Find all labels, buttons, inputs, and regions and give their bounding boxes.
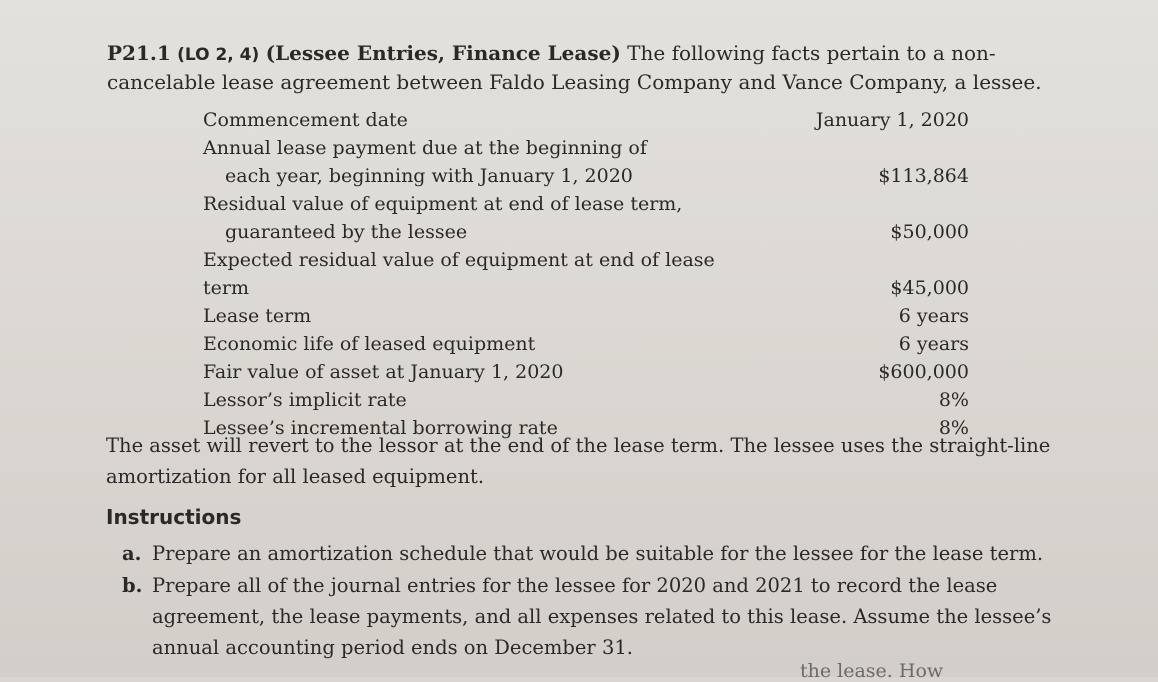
instruction-letter: b. <box>122 574 143 597</box>
instruction-letter: a. <box>122 542 142 565</box>
fact-label: Economic life of leased equipment <box>203 333 536 355</box>
fact-value: 6 years <box>898 305 969 327</box>
fact-row <box>203 246 973 302</box>
fact-value: 8% <box>938 417 969 439</box>
instruction-text: Prepare an amortization schedule that would be suitable for the lessee for the lease term. <box>152 542 1044 565</box>
fact-value: $45,000 <box>890 277 969 299</box>
cut-off-text: the lease. How <box>800 660 944 682</box>
fact-value: $600,000 <box>878 361 969 383</box>
fact-value: 6 years <box>898 333 969 355</box>
fact-label: Lease term <box>203 305 312 327</box>
learning-objective: (LO 2, 4) <box>177 45 260 65</box>
fact-label-continued: guaranteed by the lessee <box>225 221 468 243</box>
fact-label: Expected residual value of equipment at end of lease term <box>203 249 715 299</box>
problem-title: (Lessee Entries, Finance Lease) <box>265 41 621 65</box>
fact-label: Annual lease payment due at the beginning of <box>203 137 647 159</box>
fact-row <box>203 134 973 190</box>
problem-number: P21.1 <box>107 41 171 65</box>
instruction-item-a <box>122 538 1082 569</box>
instruction-item-b <box>122 570 1082 663</box>
fact-row <box>203 330 973 358</box>
narrative-paragraph: The asset will revert to the lessor at the end of the lease term. The lessee uses the straight-line amortization for all leased equipment. <box>106 434 1051 488</box>
fact-value: January 1, 2020 <box>815 109 969 131</box>
instructions-heading: Instructions <box>106 505 242 529</box>
instruction-text: Prepare all of the journal entries for the lessee for 2020 and 2021 to record the lease agreement, the lease payments, and all expenses related to this lease. Assume the lessee’s annual accounting period ends on December 31. <box>152 574 1052 659</box>
fact-row <box>203 358 973 386</box>
fact-row <box>203 106 973 134</box>
fact-row <box>203 190 973 246</box>
fact-row <box>203 386 973 414</box>
fact-label: Residual value of equipment at end of lease term, <box>203 193 683 215</box>
fact-row <box>203 302 973 330</box>
fact-label: Commencement date <box>203 109 408 131</box>
fact-value: $113,864 <box>878 165 969 187</box>
problem-intro: The following facts pertain to a non-cancelable lease agreement between Faldo Leasing Company and Vance Company, a lessee. <box>107 41 1042 94</box>
fact-value: $50,000 <box>890 221 969 243</box>
fact-label: Lessee’s incremental borrowing rate <box>203 417 558 439</box>
fact-value: 8% <box>938 389 969 411</box>
problem-header <box>107 40 1097 96</box>
lease-facts-table <box>203 106 973 442</box>
fact-label: Lessor’s implicit rate <box>203 389 407 411</box>
fact-label-continued: each year, beginning with January 1, 2020 <box>225 165 633 187</box>
fact-label: Fair value of asset at January 1, 2020 <box>203 361 564 383</box>
